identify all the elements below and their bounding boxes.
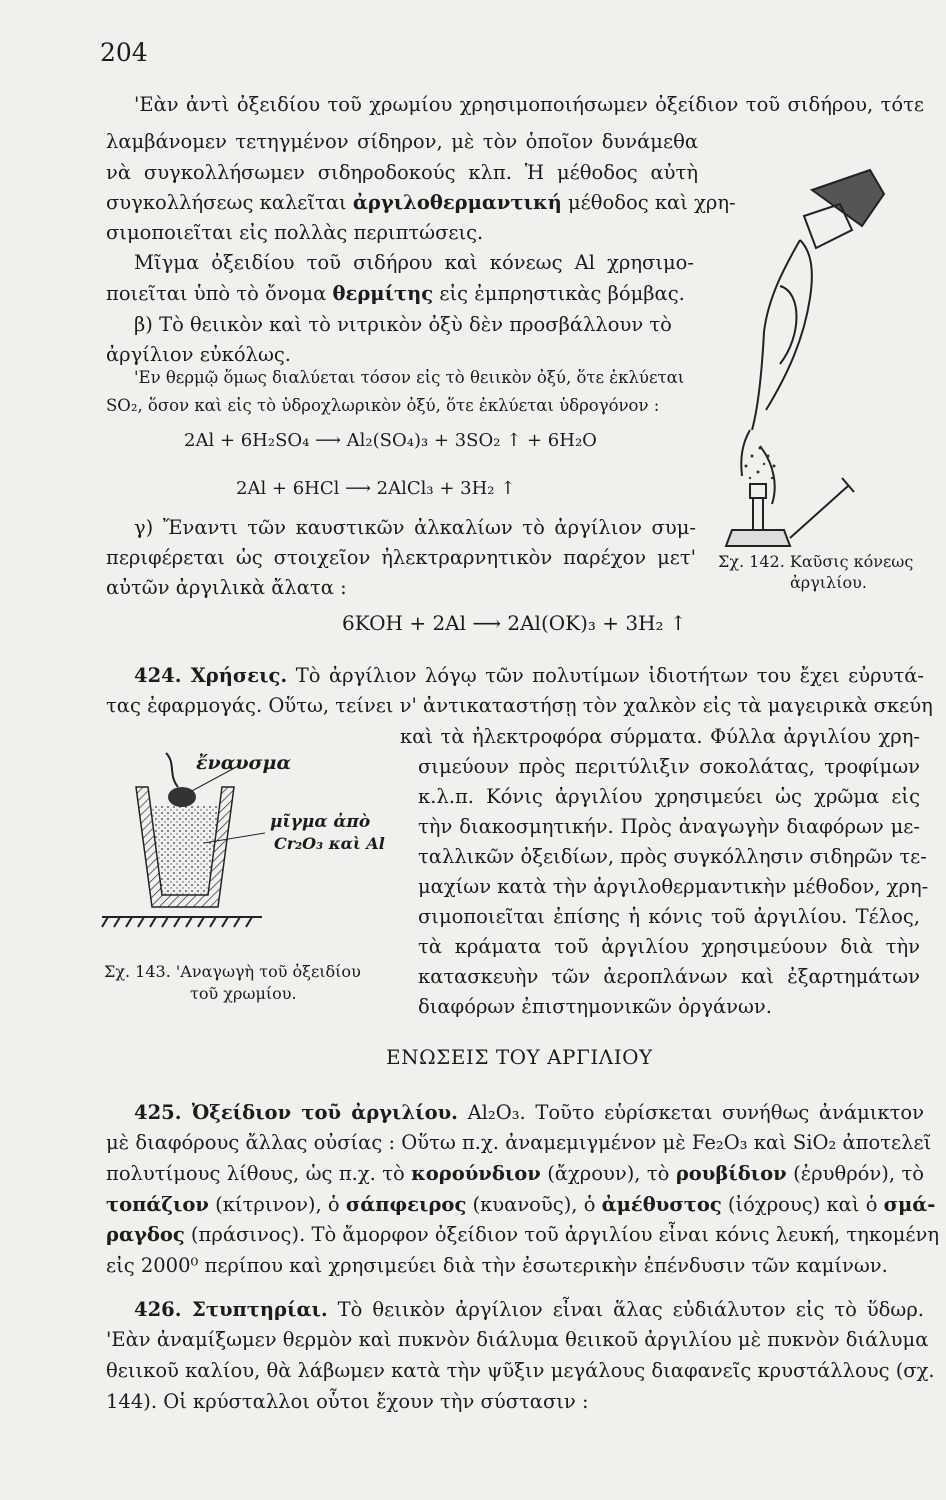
bunsen-burner-icon bbox=[726, 478, 854, 546]
section-424-line-10: τὰ κράματα τοῦ ἀργιλίου χρησιμεύουν διὰ τὴν bbox=[418, 935, 920, 958]
beta-small-line-2: SO₂, ὅσον καὶ εἰς τὸ ὑδροχλωρικὸν ὀξύ, ὅτε ἐκλύεται ὑδρογόνον : bbox=[106, 396, 660, 415]
section-426-line-1-text: Τὸ θειικὸν ἀργίλιον εἶναι ἅλας εὐδιάλυτον εἰς τὸ ὕδωρ. bbox=[327, 1298, 924, 1321]
section-426-line-2: 'Εὰν ἀναμίξωμεν θερμὸν καὶ πυκνὸν διάλυμα θειικοῦ ἀργιλίου μὲ πυκνὸν διάλυμα bbox=[106, 1328, 929, 1351]
intro-line-1: 'Εὰν ἀντὶ ὀξειδίου τοῦ χρωμίου χρησιμοποιήσωμεν ὀξείδιον τοῦ σιδήρου, τότε bbox=[134, 93, 924, 116]
intro-line-3: νὰ συγκολλήσωμεν σιδηροδοκούς κλπ. Ἡ μέθοδος αὐτὴ bbox=[106, 161, 698, 184]
term-thermite: θερμίτης bbox=[332, 282, 434, 305]
section-424-line-11: κατασκευὴν τῶν ἀεροπλάνων καὶ ἐξαρτημάτων bbox=[418, 965, 920, 988]
term-emerald-end: ραγδος bbox=[106, 1223, 185, 1246]
intro-line-2: λαμβάνομεν τετηγμένον σίδηρον, μὲ τὸν ὁποῖον δυνάμεθα bbox=[106, 130, 698, 153]
intro-line-4-end: μέθοδος καὶ χρη- bbox=[561, 191, 736, 214]
section-425-line-4 bbox=[106, 1193, 936, 1217]
section-424-line-3: καὶ τὰ ἠλεκτροφόρα σύρματα. Φύλλα ἀργιλίου χρη- bbox=[400, 725, 920, 748]
section-424-line-8: μαχίων κατὰ τὴν ἀργιλοθερμαντικὴν μέθοδον, χρη- bbox=[418, 875, 929, 898]
intro-line-4 bbox=[106, 191, 736, 215]
beta-small-line-1: 'Εν θερμῷ ὅμως διαλύεται τόσον εἰς τὸ θειικὸν ὀξύ, ὅτε ἐκλύεται bbox=[134, 368, 685, 387]
fuse-wire bbox=[166, 753, 178, 787]
section-424-line-1-text: Τὸ ἀργίλιον λόγῳ τῶν πολυτίμων ἰδιοτήτων του ἔχει εὐρυτά- bbox=[287, 664, 924, 687]
section-426-title: 426. Στυπτηρίαι. bbox=[134, 1298, 328, 1321]
section-425-line-1 bbox=[134, 1101, 924, 1125]
brush-head bbox=[812, 170, 884, 226]
figure-142-caption-line-1: Σχ. 142. Καῦσις κόνεως bbox=[718, 552, 914, 571]
figure-143-label-reactants: Cr₂O₃ καὶ Al bbox=[274, 834, 385, 853]
term-amethyst: ἀμέθυστος bbox=[601, 1193, 722, 1216]
ground-hatching bbox=[102, 917, 262, 927]
section-425-line-3 bbox=[106, 1162, 924, 1186]
section-424-line-7: ταλλικῶν ὀξειδίων, πρὸς συγκόλλησιν σιδηρῶν τε- bbox=[418, 845, 927, 868]
thermite-line-1: Μῖγμα ὀξειδίου τοῦ σιδήρου καὶ κόνεως Al χρησιμο- bbox=[134, 251, 694, 274]
equation-hydrochloric-acid: 2Al + 6HCl ⟶ 2AlCl₃ + 3H₂ ↑ bbox=[236, 478, 516, 499]
equation-potassium-hydroxide: 6KOH + 2Al ⟶ 2Al(OK)₃ + 3H₂ ↑ bbox=[342, 611, 687, 635]
equation-sulfuric-acid: 2Al + 6H₂SO₄ ⟶ Al₂(SO₄)₃ + 3SO₂ ↑ + 6H₂O bbox=[184, 430, 597, 451]
section-425-title: 425. Ὀξείδιον τοῦ ἀργιλίου. bbox=[134, 1101, 458, 1124]
section-424-line-2: τας ἐφαρμογάς. Οὕτω, τείνει ν' ἀντικαταστήσῃ τὸν χαλκὸν εἰς τὰ μαγειρικὰ σκεύη bbox=[106, 694, 933, 717]
figure-143-label-igniter: ἔναυσμα bbox=[196, 752, 292, 774]
section-426-line-1 bbox=[134, 1298, 924, 1322]
line-4-part-b: (κίτρινον), ὁ bbox=[208, 1193, 346, 1216]
section-424-title: 424. Χρήσεις. bbox=[134, 664, 288, 687]
figure-142-burning-aluminium-powder bbox=[692, 160, 892, 555]
section-heading: ΕΝΩΣΕΙΣ ΤΟΥ ΑΡΓΙΛΙΟΥ bbox=[386, 1045, 653, 1069]
section-424-line-6: τὴν διακοσμητικήν. Πρὸς ἀναγωγὴν διαφόρων με- bbox=[418, 815, 920, 838]
line-4-part-f: (ἰόχρους) καὶ ὁ bbox=[721, 1193, 884, 1216]
section-426-line-4: 144). Οἱ κρύσταλλοι οὗτοι ἔχουν τὴν σύστασιν : bbox=[106, 1390, 589, 1413]
intro-line-5: σιμοποιεῖται εἰς πολλὰς περιπτώσεις. bbox=[106, 221, 484, 244]
line-4-part-d: (κυανοῦς), ὁ bbox=[466, 1193, 602, 1216]
section-425-line-2: μὲ διαφόρους ἄλλας οὐσίας : Οὕτω π.χ. ἀναμεμιγμένον μὲ Fe₂O₃ καὶ SiO₂ ἀποτελεῖ bbox=[106, 1131, 932, 1154]
gamma-line-1: γ) Ἔναντι τῶν καυστικῶν ἀλκαλίων τὸ ἀργίλιον συμ- bbox=[134, 516, 696, 539]
figure-143-caption-line-1: Σχ. 143. 'Αναγωγὴ τοῦ ὀξειδίου bbox=[104, 962, 361, 981]
glove-hand-outline bbox=[752, 240, 800, 430]
section-426-line-3: θειικοῦ καλίου, θὰ λάβωμεν κατὰ τὴν ψῦξιν μεγάλους διαφανεῖς κρυστάλλους (σχ. bbox=[106, 1359, 935, 1382]
beta-line-1: β) Τὸ θειικὸν καὶ τὸ νιτρικὸν ὀξὺ δὲν προσβάλλουν τὸ bbox=[134, 313, 672, 336]
section-425-line-6: εἰς 2000⁰ περίπου καὶ χρησιμεύει διὰ τὴν ἐσωτερικὴν ἐπένδυσιν τῶν καμίνων. bbox=[106, 1254, 888, 1277]
thermite-line-2-start: ποιεῖται ὑπὸ τὸ ὄνομα bbox=[106, 282, 333, 305]
powder-mixture bbox=[150, 805, 220, 895]
beta-line-2: ἀργίλιον εὐκόλως. bbox=[106, 343, 291, 366]
thermite-line-2-end: εἰς ἐμπρηστικὰς βόμβας. bbox=[433, 282, 685, 305]
line-3-part-a: πολυτίμους λίθους, ὡς π.χ. τὸ bbox=[106, 1162, 412, 1185]
figure-143-caption-line-2: τοῦ χρωμίου. bbox=[190, 984, 297, 1003]
ignition-charge-icon bbox=[168, 787, 196, 807]
page-number: 204 bbox=[100, 38, 148, 67]
term-ruby: ρουβίδιον bbox=[675, 1162, 787, 1185]
gamma-line-2: περιφέρεται ὡς στοιχεῖον ἠλεκτραρνητικὸν παρέχον μετ' bbox=[106, 546, 696, 569]
section-425-line-1-text: Al₂O₃. Τοῦτο εὑρίσκεται συνήθως ἀνάμικτον bbox=[457, 1101, 925, 1124]
section-424-line-9: σιμοποιεῖται ἐπίσης ἡ κόνις τοῦ ἀργιλίου. Τέλος, bbox=[418, 905, 920, 928]
section-424-line-4: σιμεύουν πρὸς περιτύλιξιν σοκολάτας, τροφίμων bbox=[418, 755, 920, 778]
term-aluminothermy: ἀργιλοθερμαντική bbox=[352, 191, 562, 214]
section-424-line-5: κ.λ.π. Κόνις ἀργιλίου χρησιμεύει ὡς χρῶμα εἰς bbox=[418, 785, 920, 808]
section-424-line-1 bbox=[134, 664, 924, 688]
line-5-text: (πράσινος). Τὸ ἄμορφον ὀξείδιον τοῦ ἀργιλίου εἶναι κόνις λευκή, τηκομένη bbox=[184, 1223, 940, 1246]
line-3-part-c: (ἄχρουν), τὸ bbox=[540, 1162, 676, 1185]
line-3-part-e: (ἐρυθρόν), τὸ bbox=[786, 1162, 925, 1185]
term-emerald-start: σμά- bbox=[883, 1193, 936, 1216]
term-sapphire: σάπφειρος bbox=[345, 1193, 467, 1216]
figure-143-label-mixture: μῖγμα ἀπὸ bbox=[270, 812, 371, 832]
intro-line-4-start: συγκολλήσεως καλεῖται bbox=[106, 191, 353, 214]
thermite-line-2 bbox=[106, 282, 685, 306]
gamma-line-3: αὐτῶν ἀργιλικὰ ἄλατα : bbox=[106, 576, 347, 599]
section-424-line-12: διαφόρων ἐπιστημονικῶν ὀργάνων. bbox=[418, 995, 772, 1018]
figure-142-caption-line-2: ἀργιλίου. bbox=[790, 573, 867, 592]
section-425-line-5 bbox=[106, 1223, 940, 1247]
spatula bbox=[741, 430, 750, 476]
term-corundum: κορούνδιον bbox=[411, 1162, 541, 1185]
term-topaz: τοπάζιον bbox=[106, 1193, 209, 1216]
